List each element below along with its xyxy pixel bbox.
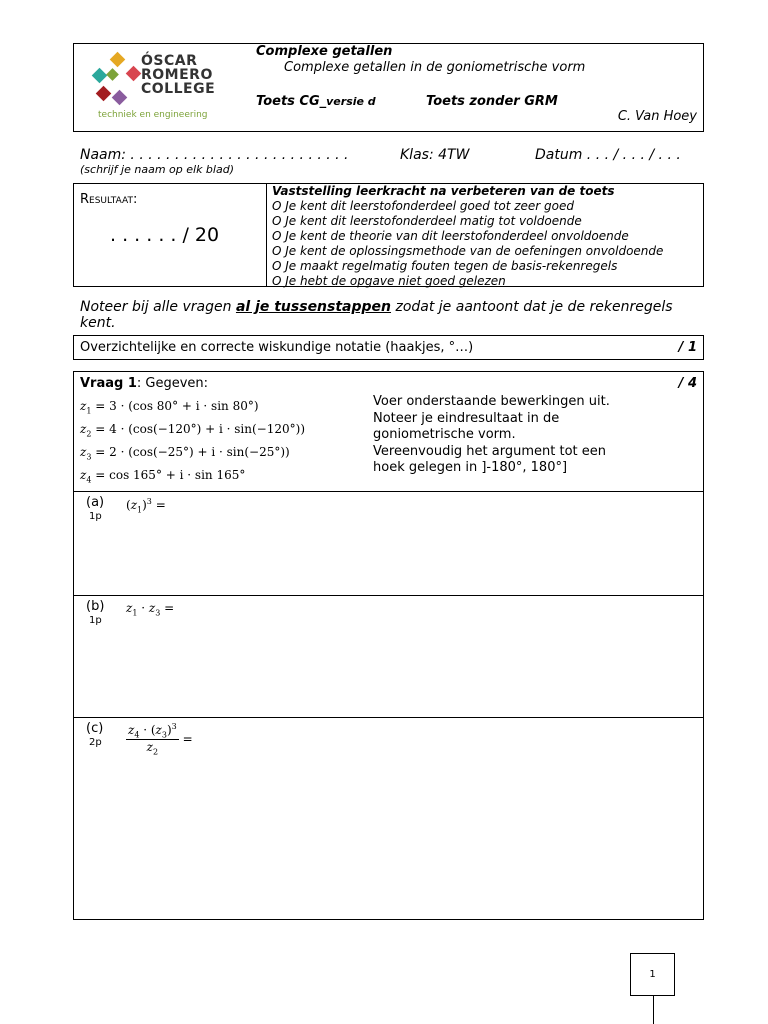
page-number-tick <box>653 996 654 1024</box>
part-a-label: (a) <box>86 495 105 510</box>
assessment-title: Vaststelling leerkracht na verbeteren van de toets <box>272 184 615 198</box>
test-title <box>256 94 376 109</box>
assessment-item[interactable]: O Je kent de oplossingsmethode van de oefeningen onvoldoende <box>272 244 664 258</box>
logo-square-yellow <box>110 52 126 68</box>
date-field[interactable]: Datum . . . / . . . / . . . <box>535 147 681 163</box>
page-number-box <box>630 953 675 996</box>
assessment-item[interactable]: O Je maakt regelmatig fouten tegen de basis-rekenregels <box>272 259 618 273</box>
part-a-expression: $(z_1)^3$ = <box>126 497 166 515</box>
part-c-points: 2p <box>89 737 102 748</box>
logo-square-green <box>106 68 119 81</box>
instruction-text: Noteer bij alle vragen al je tussenstappen zodat je aantoont dat je de rekenregels kent. <box>80 299 673 331</box>
logo-line-3: COLLEGE <box>141 81 216 97</box>
part-b-expression: $z_1 \cdot z_3$ = <box>126 601 175 618</box>
page-number: 1 <box>649 969 656 980</box>
question1-given: : Gegeven: <box>136 376 209 391</box>
name-field[interactable]: Naam: . . . . . . . . . . . . . . . . . . . . . . . . . <box>80 147 349 163</box>
test-type: Toets zonder GRM <box>426 94 558 109</box>
assessment-list <box>272 199 663 289</box>
class-label: Klas: 4TW <box>400 147 470 163</box>
question1-instructions: Voer onderstaande bewerkingen uit. Noteer je eindresultaat in de goniometrische vorm. Vereenvoudig het argument tot een hoek gelegen in ]-180°, 180°] <box>373 394 610 475</box>
logo-tagline: techniek en engineering <box>98 110 208 120</box>
part-b-points: 1p <box>89 615 102 626</box>
assessment-item[interactable]: O Je hebt de opgave niet goed gelezen <box>272 274 506 288</box>
part-a-points: 1p <box>89 511 102 522</box>
part-b-label: (b) <box>86 599 105 614</box>
question1-box <box>73 371 704 920</box>
teacher-name: C. Van Hoey <box>617 109 697 124</box>
part-a-area[interactable] <box>74 491 703 596</box>
test-main: Toets CG_ <box>256 94 327 109</box>
assessment-item[interactable]: O Je kent dit leerstofonderdeel goed tot zeer goed <box>272 199 575 213</box>
notation-text: Overzichtelijke en correcte wiskundige notatie (haakjes, °…) <box>80 340 474 355</box>
part-c-expression: $\frac{z_4 \cdot (z_3)^3}{z_2}$ = <box>128 722 193 757</box>
notation-points: / 1 <box>678 340 697 355</box>
logo-square-teal <box>92 68 108 84</box>
result-label: Resultaat: <box>80 192 138 207</box>
name-hint: (schrijf je naam op elk blad) <box>80 163 234 176</box>
z2-definition: $z_2 = 4 \cdot (\cos(-120^\circ) + i \cdot \sin(-120^\circ))$ <box>80 422 305 439</box>
logo-square-purple <box>112 90 128 106</box>
subject-title: Complexe getallen <box>256 44 393 59</box>
logo-line-2: ROMERO <box>141 67 213 83</box>
assessment-item[interactable]: O Je kent de theorie van dit leerstofonderdeel onvoldoende <box>272 229 629 243</box>
z4-definition: $z_4 = \cos 165^\circ + i \cdot \sin 165^\circ$ <box>80 468 246 485</box>
topic-title: Complexe getallen in de goniometrische vorm <box>284 60 586 75</box>
part-c-label: (c) <box>86 721 104 736</box>
logo-square-darkred <box>96 86 112 102</box>
notation-box <box>73 335 704 360</box>
test-version: versie d <box>326 95 376 108</box>
score-field[interactable]: . . . . . . / 20 <box>110 224 220 246</box>
result-divider <box>266 184 267 286</box>
instruction-emphasis: al je tussenstappen <box>235 299 392 315</box>
school-logo <box>88 50 218 126</box>
header-box <box>73 43 704 132</box>
question1-title: Vraag 1 <box>80 376 137 391</box>
z3-definition: $z_3 = 2 \cdot (\cos(-25^\circ) + i \cdot \sin(-25^\circ))$ <box>80 445 290 462</box>
logo-line-1: ÓSCAR <box>141 53 198 69</box>
part-b-area[interactable] <box>74 595 703 718</box>
part-c-area[interactable] <box>74 717 703 920</box>
result-box <box>73 183 704 287</box>
logo-square-red <box>126 66 142 82</box>
z1-definition: $z_1 = 3 \cdot (\cos$ 80° + i · sin 80°) <box>80 399 259 416</box>
question1-points: / 4 <box>678 376 697 391</box>
assessment-item[interactable]: O Je kent dit leerstofonderdeel matig tot voldoende <box>272 214 582 228</box>
question1-heading <box>80 376 208 391</box>
